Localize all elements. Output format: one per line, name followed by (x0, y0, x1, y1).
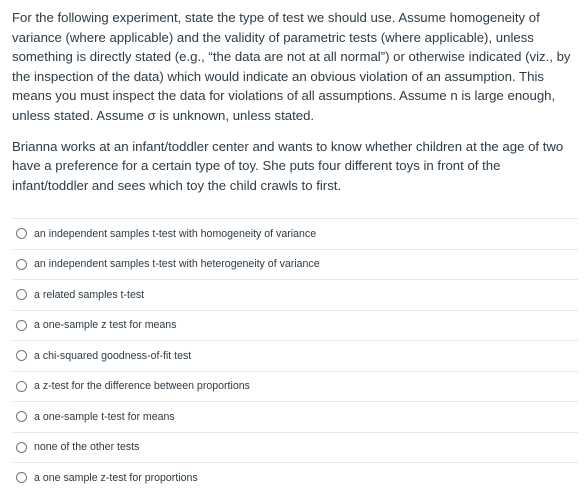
radio-button-icon[interactable] (16, 411, 27, 422)
answer-option[interactable] (12, 462, 578, 493)
radio-button-icon[interactable] (16, 350, 27, 361)
radio-button-icon[interactable] (16, 472, 27, 483)
answer-label: a one sample z-test for proportions (34, 471, 198, 484)
answer-label: an independent samples t-test with homogeneity of variance (34, 227, 317, 240)
radio-button-icon[interactable] (16, 320, 27, 331)
answer-label: a related samples t-test (34, 288, 145, 301)
answer-label: a chi-squared goodness-of-fit test (34, 349, 192, 362)
answer-option[interactable] (12, 432, 578, 463)
answer-label: an independent samples t-test with heterogeneity of variance (34, 258, 320, 271)
answer-option[interactable] (12, 340, 578, 371)
radio-button-icon[interactable] (16, 442, 27, 453)
answer-label: a one-sample z test for means (34, 319, 177, 332)
answer-label: a one-sample t-test for means (34, 410, 175, 423)
radio-button-icon[interactable] (16, 381, 27, 392)
radio-button-icon[interactable] (16, 289, 27, 300)
answer-option[interactable] (12, 310, 578, 341)
question-instructions: For the following experiment, state the type of test we should use. Assume homogeneity of variance (where applicable) and the validity of parametric tests (where applicable), unless something is directly stated (e.g., “the data are not at all normal”) or otherwise indicated (viz., by the inspection of the data) which would indicate an obvious violation of an assumption. This means you must inspect the data for violations of all assumptions. Assume n is large enough, unless stated. Assume σ is unknown, unless stated. (12, 10, 571, 123)
answer-list (12, 218, 578, 493)
answer-option[interactable] (12, 249, 578, 280)
answer-label: none of the other tests (34, 441, 140, 454)
question-text (12, 8, 580, 195)
answer-option[interactable] (12, 401, 578, 432)
answer-option[interactable] (12, 218, 578, 249)
answer-label: a z-test for the difference between proportions (34, 380, 250, 393)
radio-button-icon[interactable] (16, 228, 27, 239)
radio-button-icon[interactable] (16, 259, 27, 270)
question-scenario: Brianna works at an infant/toddler center and wants to know whether children at the age of two have a preference for a certain type of toy. She puts four different toys in front of the infant/toddler and sees which toy the child crawls to first. (12, 138, 564, 193)
answer-option[interactable] (12, 371, 578, 402)
answer-option[interactable] (12, 279, 578, 310)
